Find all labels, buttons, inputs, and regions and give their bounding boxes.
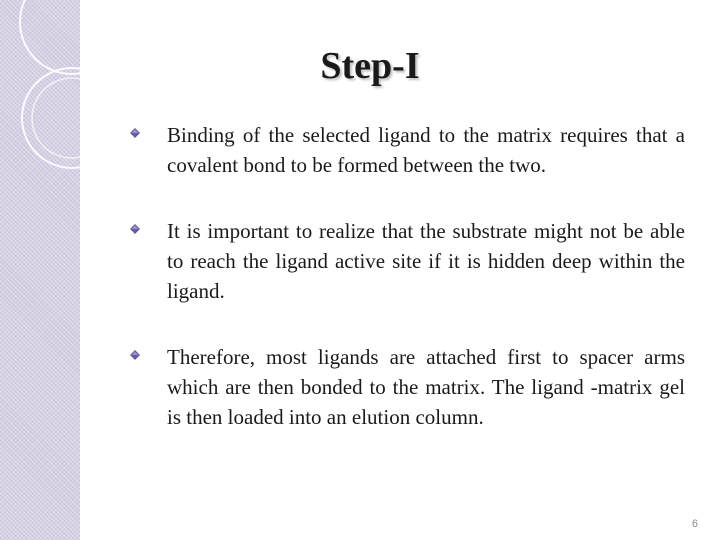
diamond-bullet-icon xyxy=(130,224,140,234)
bullet-item xyxy=(130,216,685,306)
bullet-text: It is important to realize that the substrate might not be able to reach the ligand active site if it is hidden deep within the ligand. xyxy=(167,219,685,303)
bullet-text: Binding of the selected ligand to the matrix requires that a covalent bond to be formed between the two. xyxy=(167,123,685,177)
bullet-item xyxy=(130,120,685,180)
diamond-bullet-icon xyxy=(130,128,140,138)
bullet-item xyxy=(130,342,685,432)
page-number: 6 xyxy=(691,518,698,530)
diamond-bullet-icon xyxy=(130,350,140,360)
bullet-list xyxy=(130,120,685,468)
slide-title: Step-I xyxy=(320,45,420,87)
bullet-text: Therefore, most ligands are attached first to spacer arms which are then bonded to the matrix. The ligand -matrix gel is then loaded into an elution column. xyxy=(167,345,685,429)
